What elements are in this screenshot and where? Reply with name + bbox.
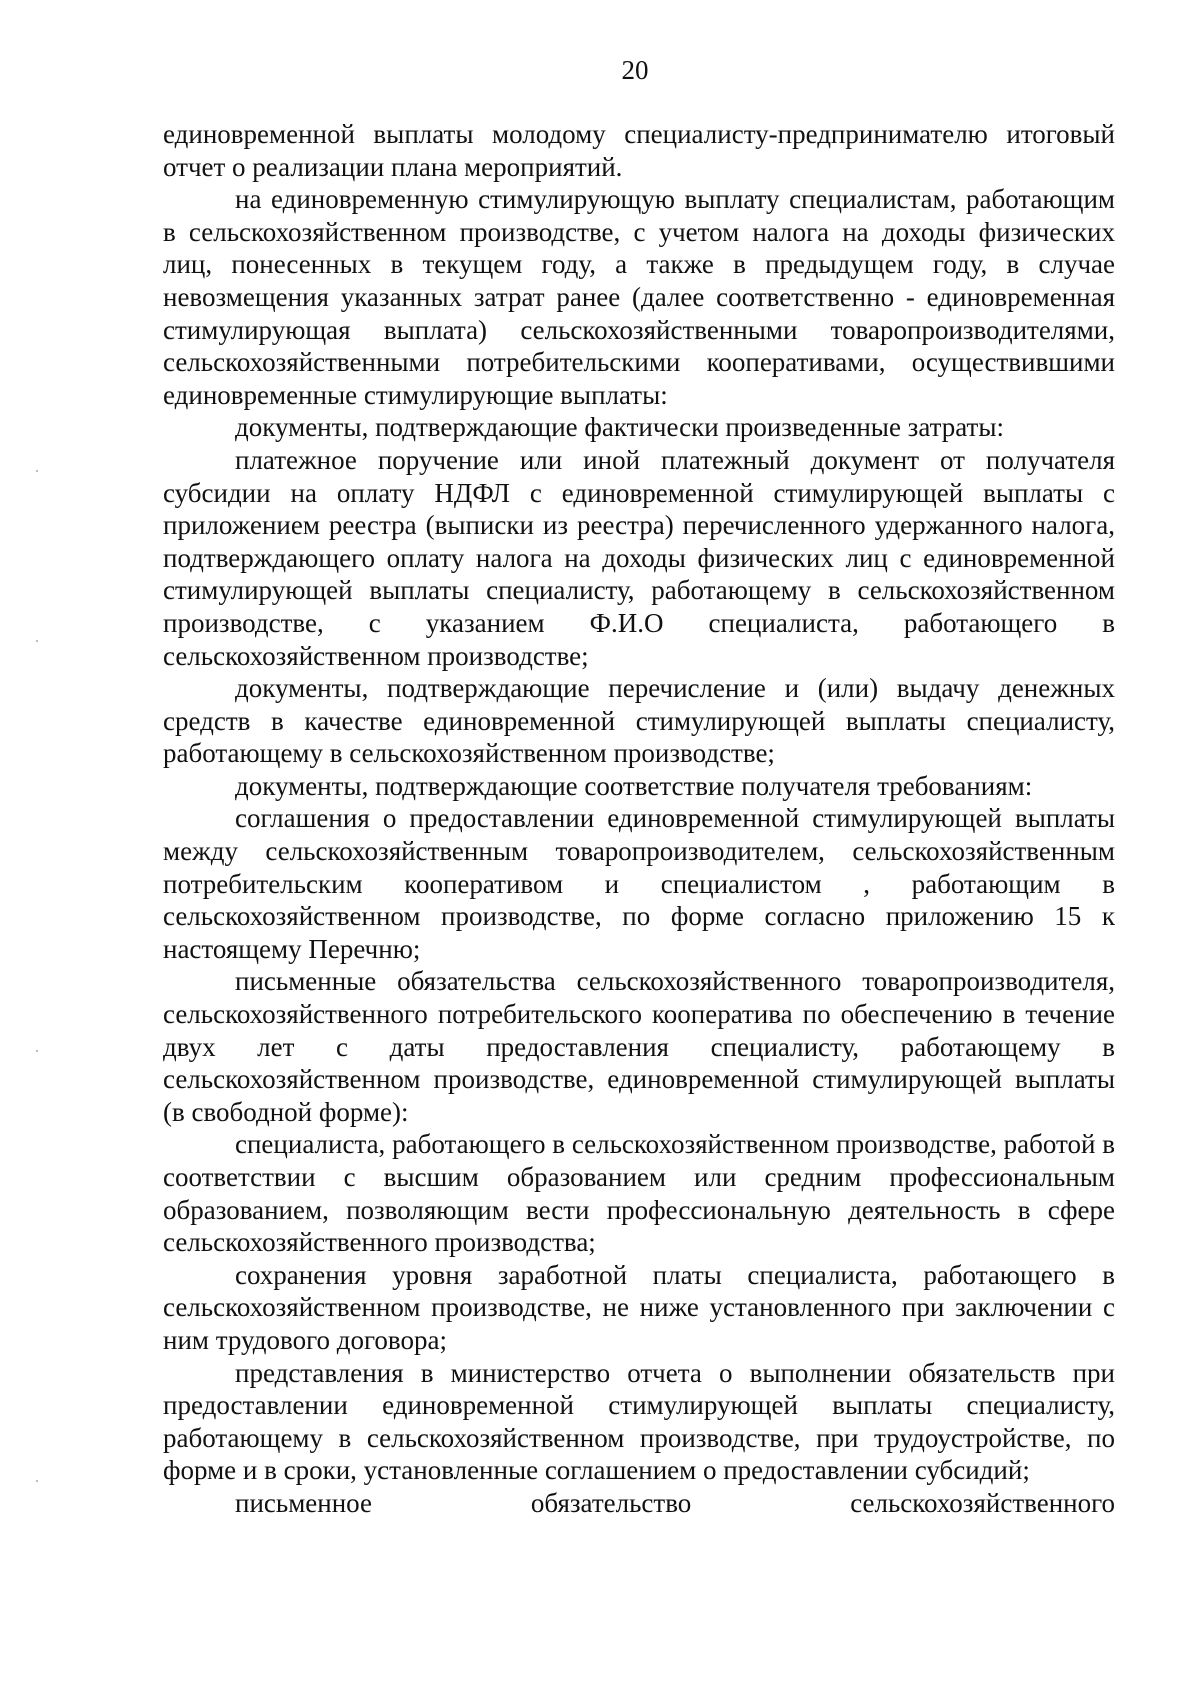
paragraph-5: документы, подтверждающие перечисление и (или) выдачу денежных средств в качестве единовременной стимулирующей выплаты специалисту, работающему в сельскохозяйственном производстве; [163, 673, 1115, 769]
paragraph-12: письменное обязательство сельскохозяйственного [235, 1487, 1115, 1518]
scan-dot [36, 1480, 38, 1482]
paragraph-9: специалиста, работающего в сельскохозяйственном производстве, работой в соответствии с высшим образованием или средним профессиональным образованием, позволяющим вести профессиональную деятельность в сфере сельскохозяйственного производства; [163, 1129, 1115, 1258]
paragraph-10: сохранения уровня заработной платы специалиста, работающего в сельскохозяйственном производстве, не ниже установленного при заключении с ним трудового договора; [163, 1259, 1115, 1355]
scan-dot [36, 470, 38, 472]
paragraph-8: письменные обязательства сельскохозяйственного товаропроизводителя, сельскохозяйственного потребительского кооператива по обеспечению в течение двух лет с даты предоставления специалисту, работающему в сельскохозяйственном производстве, единовременной стимулирующей выплаты (в свободной форме): [163, 966, 1115, 1127]
paragraph-4: платежное поручение или иной платежный документ от получателя субсидии на оплату НДФЛ с единовременной стимулирующей выплаты с приложением реестра (выписки из реестра) перечисленного удержанного налога, подтверждающего оплату налога на доходы физических лиц с единовременной стимулирующей выплаты специалисту, работающему в сельскохозяйственном производстве, с указанием Ф.И.О специалиста, работающего в сельскохозяйственном производстве; [163, 444, 1115, 671]
document-body [163, 118, 1115, 1520]
paragraph-3: документы, подтверждающие фактически произведенные затраты: [235, 412, 1004, 443]
scan-margin-marks [36, 0, 42, 1696]
paragraph-6: документы, подтверждающие соответствие получателя требованиям: [235, 770, 1033, 801]
paragraph-7: соглашения о предоставлении единовременной стимулирующей выплаты между сельскохозяйственным товаропроизводителем, сельскохозяйственным потребительским кооперативом и специалистом , работающим в сельскохозяйственном производстве, по форме согласно приложению 15 к настоящему Перечню; [163, 803, 1115, 964]
scan-dot [36, 1050, 38, 1052]
paragraph-2: на единовременную стимулирующую выплату специалистам, работающим в сельскохозяйственном производстве, с учетом налога на доходы физических лиц, понесенных в текущем году, а также в предыдущем году, в случае невозмещения указанных затрат ранее (далее соответственно - единовременная стимулирующая выплата) сельскохозяйственными товаропроизводителями, сельскохозяйственными потребительскими кооперативами, осуществившими единовременные стимулирующие выплаты: [163, 184, 1115, 410]
paragraph-1: единовременной выплаты молодому специалисту-предпринимателю итоговый отчет о реализации плана мероприятий. [163, 119, 1115, 182]
scan-dot [36, 640, 38, 642]
page-number: 20 [621, 55, 649, 85]
paragraph-11: представления в министерство отчета о выполнении обязательств при предоставлении единовременной стимулирующей выплаты специалисту, работающему в сельскохозяйственном производстве, при трудоустройстве, по форме и в сроки, установленные соглашением о предоставлении субсидий; [163, 1357, 1115, 1486]
